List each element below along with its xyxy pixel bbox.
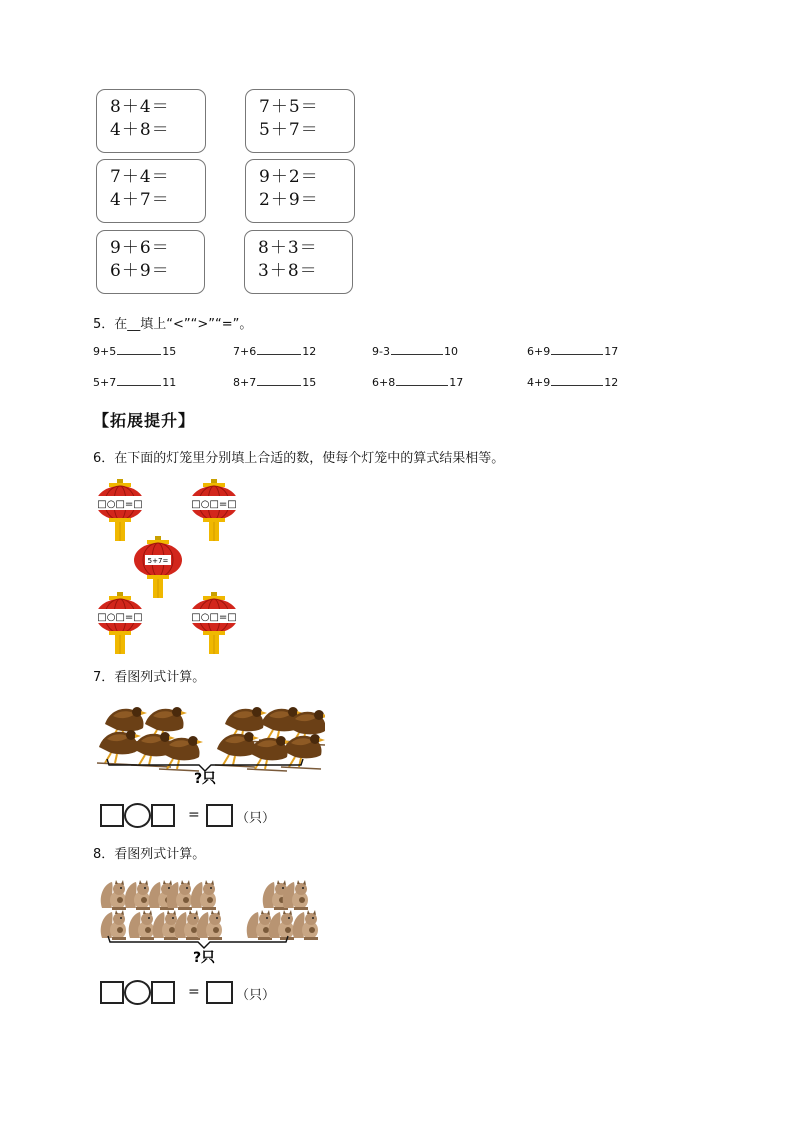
lantern-label: 5+7=	[147, 557, 169, 565]
answer-box[interactable]	[151, 981, 175, 1004]
lantern-label: □○□=□	[191, 612, 237, 623]
brace-label: ?只	[192, 950, 216, 966]
answer-blank[interactable]	[117, 345, 161, 355]
equation-box-3	[96, 159, 206, 223]
answer-blank[interactable]	[551, 376, 603, 386]
compare-item	[233, 376, 316, 389]
lantern-icon	[190, 592, 238, 654]
lantern-icon	[96, 592, 144, 654]
compare-right: 10	[443, 345, 458, 358]
compare-right: 11	[162, 376, 177, 389]
equation-line: 9＋2＝	[259, 167, 319, 187]
bird-icon	[281, 734, 325, 769]
answer-box[interactable]	[206, 981, 233, 1004]
compare-item	[372, 376, 463, 389]
equation-box-1	[96, 89, 206, 153]
unit-label: （只）	[236, 988, 276, 1003]
answer-box[interactable]	[100, 804, 124, 827]
answer-blank[interactable]	[257, 345, 301, 355]
compare-right: 15	[162, 345, 177, 358]
compare-item	[372, 345, 458, 358]
equation-line: 7＋5＝	[259, 97, 319, 117]
answer-box[interactable]	[206, 804, 233, 827]
operator-circle[interactable]	[124, 803, 151, 828]
question-8-title: 8．看图列式计算。	[93, 847, 206, 862]
answer-row	[100, 804, 300, 828]
lantern-label: □○□=□	[97, 612, 143, 623]
equation-box-6	[244, 230, 353, 294]
equation-box-4	[245, 159, 355, 223]
squirrel-icon	[197, 910, 222, 940]
lantern-label: □○□=□	[97, 499, 143, 510]
answer-box[interactable]	[100, 981, 124, 1004]
lantern	[96, 479, 144, 541]
section-title: 【拓展提升】	[93, 411, 196, 430]
lantern-label: □○□=□	[191, 499, 237, 510]
compare-item	[233, 345, 316, 358]
compare-left: 4+9	[527, 376, 551, 389]
equation-line: 8＋3＝	[258, 238, 318, 258]
question-5-title: 5．在__填上“<”“>”“=”。	[93, 317, 253, 332]
squirrel-icon	[293, 910, 318, 940]
equation-line: 7＋4＝	[110, 167, 170, 187]
compare-right: 12	[604, 376, 619, 389]
squirrel-icon	[247, 910, 272, 940]
compare-left: 6+8	[372, 376, 396, 389]
squirrel-icon	[125, 880, 150, 910]
compare-item	[93, 376, 176, 389]
equation-line: 9＋6＝	[110, 238, 170, 258]
question-7-title: 7．看图列式计算。	[93, 670, 206, 685]
lantern	[190, 479, 238, 541]
equation-line: 3＋8＝	[258, 261, 318, 281]
squirrel-icon	[153, 910, 178, 940]
birds-picture	[95, 697, 325, 787]
compare-left: 8+7	[233, 376, 257, 389]
squirrel-icon	[101, 880, 126, 910]
compare-item	[527, 345, 618, 358]
lantern	[190, 592, 238, 654]
answer-blank[interactable]	[396, 376, 448, 386]
lantern-icon	[134, 536, 182, 598]
question-6-title: 6．在下面的灯笼里分别填上合适的数，使每个灯笼中的算式结果相等。	[93, 451, 505, 466]
lantern-icon	[96, 479, 144, 541]
equals-sign: =	[188, 984, 200, 1000]
compare-left: 6+9	[527, 345, 551, 358]
brace	[107, 759, 303, 771]
compare-left: 5+7	[93, 376, 117, 389]
answer-blank[interactable]	[117, 376, 161, 386]
equation-line: 6＋9＝	[110, 261, 170, 281]
answer-row	[100, 981, 300, 1005]
squirrel-icon	[283, 880, 308, 910]
squirrel-icon	[175, 910, 200, 940]
answer-box[interactable]	[151, 804, 175, 827]
compare-left: 9+5	[93, 345, 117, 358]
squirrel-icon	[101, 910, 126, 940]
operator-circle[interactable]	[124, 980, 151, 1005]
compare-right: 12	[302, 345, 317, 358]
squirrels-picture	[98, 876, 323, 966]
equation-box-5	[96, 230, 205, 294]
compare-left: 9-3	[372, 345, 390, 358]
squirrel-icon	[269, 910, 294, 940]
compare-right: 17	[604, 345, 619, 358]
equation-line: 2＋9＝	[259, 190, 319, 210]
equation-line: 4＋7＝	[110, 190, 170, 210]
answer-blank[interactable]	[551, 345, 603, 355]
equation-box-2	[245, 89, 355, 153]
compare-right: 15	[302, 376, 317, 389]
compare-item	[93, 345, 176, 358]
squirrel-icon	[191, 880, 216, 910]
answer-blank[interactable]	[257, 376, 301, 386]
brace-label: ?只	[193, 771, 217, 787]
compare-right: 17	[449, 376, 464, 389]
answer-blank[interactable]	[391, 345, 443, 355]
equation-line: 8＋4＝	[110, 97, 170, 117]
unit-label: （只）	[236, 811, 276, 826]
lantern	[96, 592, 144, 654]
lantern-center	[134, 536, 182, 598]
equation-line: 4＋8＝	[110, 120, 170, 140]
equation-line: 5＋7＝	[259, 120, 319, 140]
compare-item	[527, 376, 618, 389]
equals-sign: =	[188, 807, 200, 823]
lantern-icon	[190, 479, 238, 541]
compare-left: 7+6	[233, 345, 257, 358]
squirrel-icon	[129, 910, 154, 940]
